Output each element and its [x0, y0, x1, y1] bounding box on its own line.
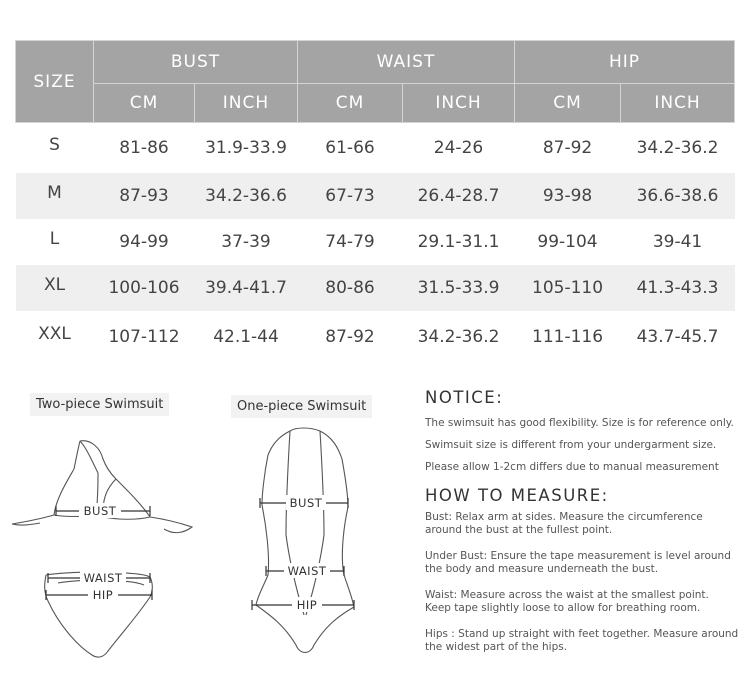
table-cell: 34.2-36.2	[417, 326, 500, 347]
table-row	[16, 311, 735, 363]
bust-label: BUST	[289, 496, 323, 510]
unit-header: CM	[515, 84, 621, 123]
leg-opening	[256, 605, 354, 653]
table-cell: 87-92	[325, 326, 375, 347]
one-piece-diagram	[240, 425, 370, 675]
table-cell: 107-112	[108, 326, 180, 347]
table-row	[16, 219, 735, 265]
side-tie	[150, 517, 192, 533]
table-cell: 37-39	[221, 231, 271, 252]
table-cell: 29.1-31.1	[417, 231, 500, 252]
table-cell: 93-98	[515, 173, 621, 219]
waist-label: WAIST	[83, 571, 123, 585]
table-cell: 31.5-33.9	[403, 265, 515, 311]
halter-strap	[74, 441, 80, 469]
table-row	[16, 173, 735, 219]
table-cell: 67-73	[298, 173, 403, 219]
unit-header: CM	[94, 84, 195, 123]
table-cell: 41.3-43.3	[621, 265, 735, 311]
table-cell: 34.2-36.6	[195, 173, 298, 219]
instruction-line: around the bust at the fullest point.	[425, 524, 613, 536]
swimsuit-outline	[320, 431, 354, 607]
table-cell: 24-26	[433, 137, 484, 158]
table-row	[16, 123, 735, 173]
notice-line: The swimsuit has good flexibility. Size is for reference only.	[425, 417, 734, 429]
notice-line: Swimsuit size is different from your undergarment size.	[425, 439, 717, 451]
two-piece-caption: Two-piece Swimsuit	[30, 393, 169, 416]
plunge-line	[306, 431, 324, 615]
table-cell: 26.4-28.7	[403, 173, 515, 219]
table-cell: 74-79	[325, 231, 375, 252]
size-label: XL	[16, 265, 94, 311]
notice-title: NOTICE:	[425, 388, 504, 407]
size-label: S	[49, 134, 60, 155]
unit-header: INCH	[403, 84, 515, 123]
table-cell: 87-92	[542, 137, 593, 158]
instruction-line: Waist: Measure across the waist at the smallest point.	[425, 589, 709, 601]
hip-header: HIP	[515, 41, 735, 84]
table-cell: 39.4-41.7	[195, 265, 298, 311]
how-to-measure-title: HOW TO MEASURE:	[425, 486, 609, 505]
size-label: L	[49, 228, 60, 249]
hip-label: HIP	[92, 588, 114, 602]
plunge-line	[286, 431, 304, 615]
table-cell: 36.6-38.6	[621, 173, 735, 219]
size-header: SIZE	[16, 41, 94, 123]
measure-instruction	[425, 589, 745, 615]
table-cell: 61-66	[325, 137, 375, 158]
unit-header: INCH	[195, 84, 298, 123]
unit-header: INCH	[621, 84, 735, 123]
table-cell: 87-93	[94, 173, 195, 219]
instruction-line: Hips : Stand up straight with feet together. Measure around	[425, 628, 739, 640]
table-cell: 43.7-45.7	[636, 326, 719, 347]
table-cell: 99-104	[537, 231, 598, 252]
bust-label: BUST	[83, 504, 117, 518]
one-piece-caption: One-piece Swimsuit	[231, 395, 372, 418]
instruction-line: Under Bust: Ensure the tape measurement is level around	[425, 550, 731, 562]
table-cell: 39-41	[652, 231, 703, 252]
waist-label: WAIST	[287, 564, 327, 578]
table-cell: 31.9-33.9	[205, 137, 287, 158]
table-cell: 100-106	[94, 265, 195, 311]
instruction-line: the widest part of the hips.	[425, 641, 568, 653]
table-cell: 111-116	[532, 326, 604, 347]
two-piece-diagram	[0, 425, 210, 680]
hip-label: HIP	[296, 598, 318, 612]
measure-instruction	[425, 511, 745, 537]
table-row	[16, 265, 735, 311]
table-cell: 34.2-36.2	[636, 137, 719, 158]
instruction-line: Bust: Relax arm at sides. Measure the circumference	[425, 511, 703, 523]
waist-header: WAIST	[298, 41, 515, 84]
table-cell: 80-86	[298, 265, 403, 311]
instruction-line: Keep tape slightly loose to allow for breathing room.	[425, 602, 701, 614]
swimsuit-outline	[256, 431, 290, 605]
size-label: XXL	[38, 323, 71, 344]
measure-instruction	[425, 628, 745, 654]
measure-instruction	[425, 550, 745, 576]
notice-line: Please allow 1-2cm differs due to manual measurement	[425, 461, 719, 473]
neck-band	[290, 428, 320, 431]
unit-header: CM	[298, 84, 403, 123]
size-label: M	[16, 173, 94, 219]
instruction-line: the body and measure underneath the bust.	[425, 563, 659, 575]
notes-panel	[425, 388, 745, 654]
side-tie	[12, 515, 54, 525]
table-cell: 81-86	[119, 137, 169, 158]
size-chart-table	[15, 40, 734, 363]
bust-header: BUST	[94, 41, 298, 84]
table-cell: 94-99	[119, 231, 169, 252]
table-cell: 42.1-44	[213, 326, 279, 347]
table-cell: 105-110	[515, 265, 621, 311]
